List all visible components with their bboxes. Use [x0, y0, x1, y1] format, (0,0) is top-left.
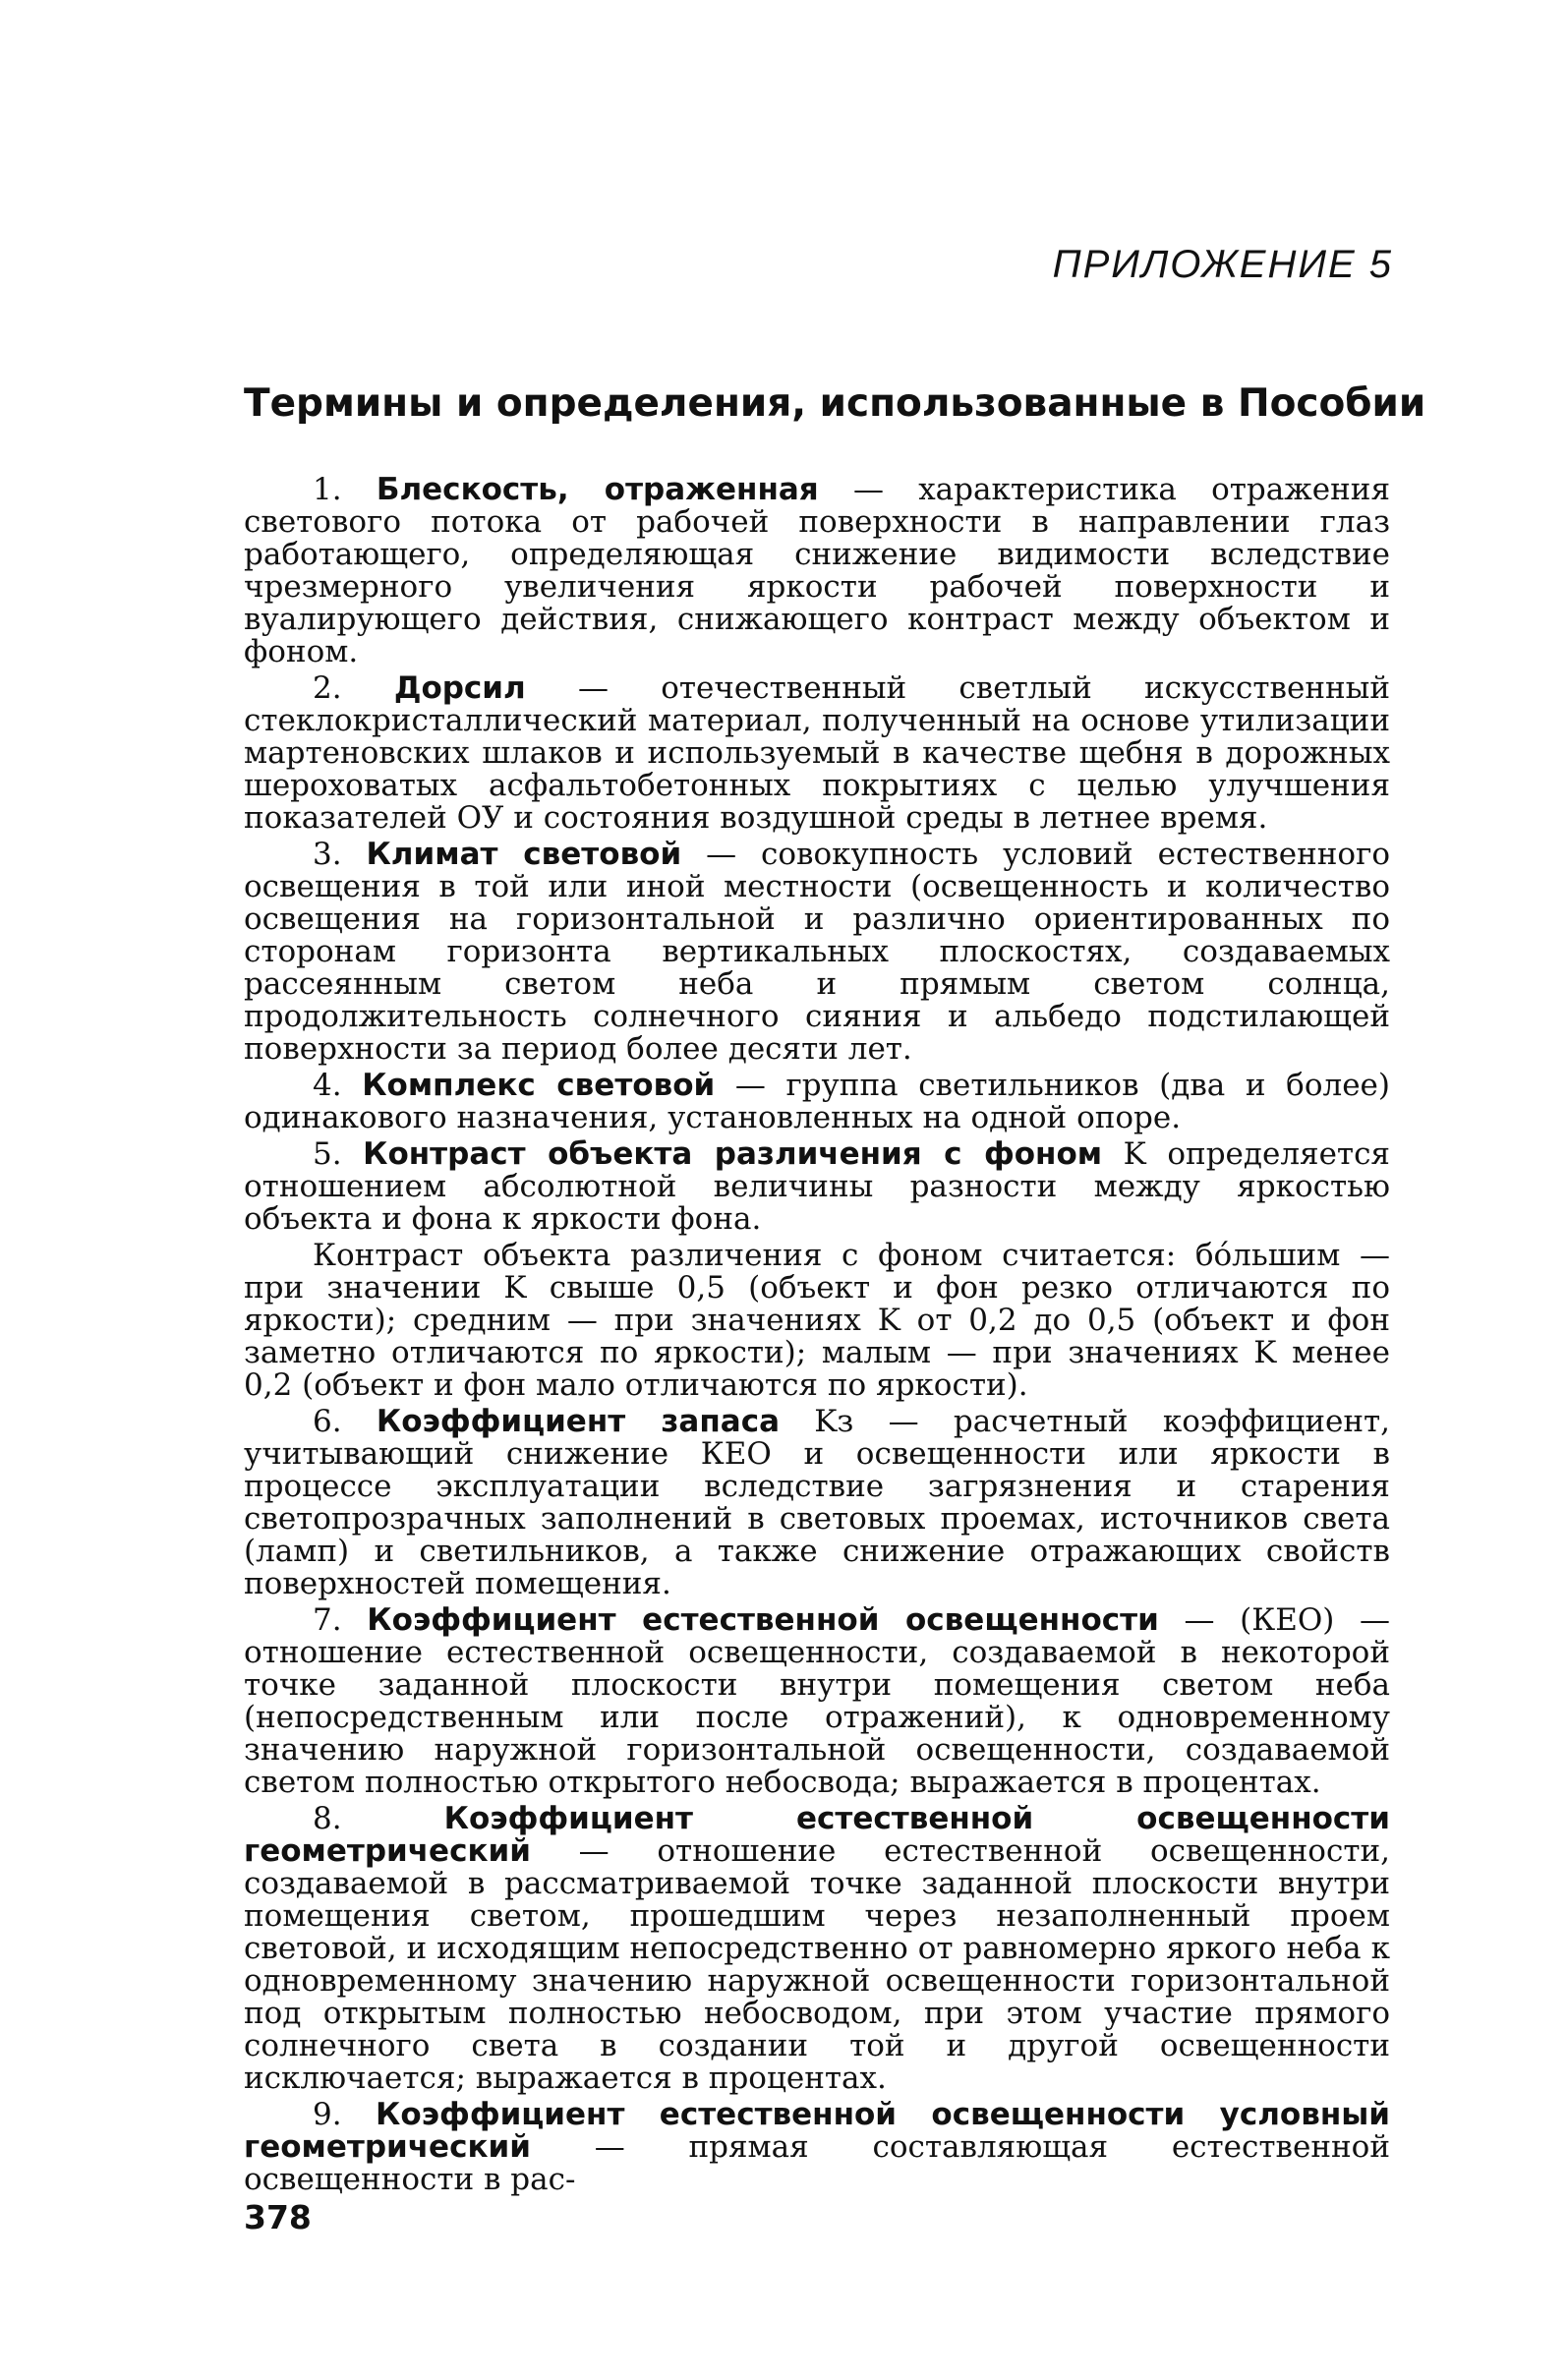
paragraph-number: 2.: [313, 670, 342, 706]
paragraph-number: 3.: [313, 837, 342, 872]
term: Блескость, отраженная: [376, 472, 819, 507]
paragraph-number: 5.: [313, 1136, 342, 1172]
paragraph-number: 6.: [313, 1404, 342, 1439]
definition-text: — отечественный светлый искусственный стеклокристаллический материал, полученный на основе утилизации мартеновских шлаков и используемый в качестве щебня в дорожных шероховатых асфальтобетонных покрытиях с целью улучшения показателей ОУ и состояния воздушной среды в летнее время.: [244, 670, 1390, 836]
term: Климат световой: [366, 837, 682, 872]
term: Коэффициент естественной освещенности геометрический: [244, 1801, 1390, 1869]
term: Комплекс световой: [362, 1068, 716, 1103]
definition-text: — прямая составляющая естественной освещенности в рас-: [244, 2129, 1390, 2197]
term: Контраст объекта различения с фоном: [363, 1136, 1103, 1172]
paragraph-number: 9.: [313, 2097, 342, 2132]
definition-text: — (КЕО) — отношение естественной освещенности, создаваемой в некоторой точке заданной плоскости внутри помещения светом неба (непосредственным или после отражений), к одновременному значению наружной горизонтальной освещенности, создаваемой светом полностью открытого небосвода; выражается в процентах.: [244, 1602, 1390, 1800]
definition-paragraph: [244, 1138, 1390, 1236]
definition-text: — совокупность условий естественного освещения в той или иной местности (освещенность и количество освещения на горизонтальной и различно ориентированных по сторонам горизонта вертикальных плоскостях, создаваемых рассеянным светом неба и прямым светом солнца, продолжительность солнечного сияния и альбедо подстилающей поверхности за период более десяти лет.: [244, 837, 1391, 1067]
term: Дорсил: [393, 670, 526, 706]
paragraph-number: 7.: [313, 1602, 342, 1638]
term: Коэффициент естественной освещенности: [367, 1602, 1159, 1638]
page-number: 378: [244, 2198, 312, 2236]
term: Коэффициент естественной освещенности условный геометрический: [244, 2097, 1391, 2165]
contrast-explanation-paragraph: [244, 1240, 1390, 1402]
definition-paragraph: [244, 1406, 1390, 1600]
paragraph-number: 4.: [313, 1068, 342, 1103]
page-title: Термины и определения, использованные в Пособии: [244, 381, 1426, 426]
definition-text: K определяется отношением абсолютной величины разности между яркостью объекта и фона к яркости фона.: [244, 1136, 1390, 1237]
definition-paragraph: [244, 672, 1390, 835]
definition-paragraph: [244, 2099, 1390, 2196]
definition-text: Kз — расчетный коэффициент, учитывающий снижение КЕО и освещенности или яркости в процессе эксплуатации вследствие загрязнения и старения светопрозрачных заполнений в световых проемах, источников света (ламп) и светильников, а также снижение отражающих свойств поверхностей помещения.: [244, 1404, 1391, 1601]
definition-paragraph: [244, 474, 1390, 668]
document-body: [244, 474, 1390, 2200]
definition-text: — характеристика отражения светового потока от рабочей поверхности в направлении глаз работающего, определяющая снижение видимости вследствие чрезмерного увеличения яркости рабочей поверхности и вуалирующего действия, снижающего контраст между объектом и фоном.: [244, 472, 1391, 669]
definition-text: — группа светильников (два и более) одинакового назначения, установленных на одной опоре.: [244, 1068, 1390, 1135]
definition-paragraph: [244, 1070, 1390, 1134]
paragraph-text: Контраст объекта различения с фоном считается: бóльшим — при значении K свыше 0,5 (объект и фон резко отличаются по яркости); средним — при значениях K от 0,2 до 0,5 (объект и фон заметно отличаются по яркости); малым — при значениях K менее 0,2 (объект и фон мало отличаются по яркости).: [244, 1238, 1390, 1403]
definition-paragraph: [244, 839, 1390, 1066]
term: Коэффициент запаса: [376, 1404, 780, 1439]
definition-paragraph: [244, 1803, 1390, 2095]
paragraph-number: 1.: [313, 472, 342, 507]
paragraph-number: 8.: [313, 1801, 342, 1836]
definition-text: — отношение естественной освещенности, создаваемой в рассматриваемой точке заданной плоскости внутри помещения светом, прошедшим через незаполненный проем световой, и исходящим непосредственно от равномерно яркого неба к одновременному значению наружной освещенности горизонтальной под открытым полностью небосводом, при этом участие прямого солнечного света в создании той и другой освещенности исключается; выражается в процентах.: [244, 1833, 1390, 2096]
definition-paragraph: [244, 1604, 1390, 1799]
appendix-label: ПРИЛОЖЕНИЕ 5: [1052, 243, 1393, 286]
